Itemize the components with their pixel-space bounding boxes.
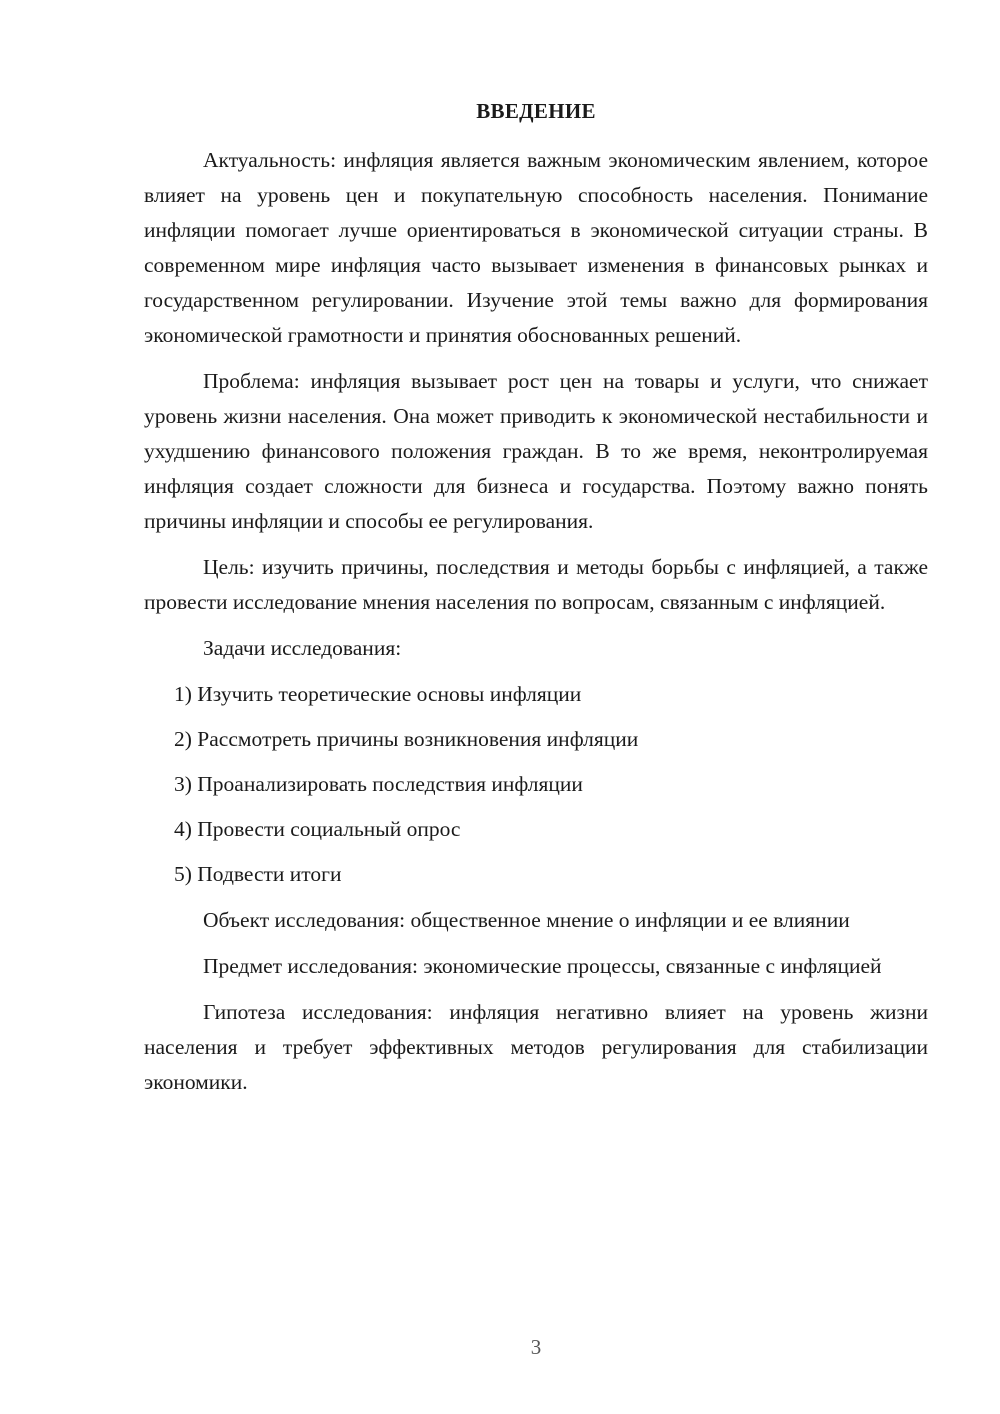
list-item: 2) Рассмотреть причины возникновения инфляции: [174, 727, 639, 751]
goal-paragraph: Цель: изучить причины, последствия и методы борьбы с инфляцией, а также провести исследование мнения населения по вопросам, связанным с инфляцией.: [144, 555, 928, 614]
hypothesis-paragraph: Гипотеза исследования: инфляция негативно влияет на уровень жизни населения и требует эффективных методов регулирования для стабилизации экономики.: [144, 1000, 928, 1094]
page-number: 3: [530, 1335, 542, 1359]
tasks-title: Задачи исследования:: [203, 636, 402, 660]
list-item: 1) Изучить теоретические основы инфляции: [174, 682, 582, 706]
list-item: 5) Подвести итоги: [174, 862, 342, 886]
subject-paragraph: Предмет исследования: экономические процессы, связанные с инфляцией: [203, 954, 882, 978]
object-paragraph: Объект исследования: общественное мнение о инфляции и ее влиянии: [203, 908, 850, 932]
tasks-list: [144, 677, 928, 892]
document-body: [144, 143, 928, 1111]
list-item: 4) Провести социальный опрос: [174, 817, 461, 841]
section-heading: ВВЕДЕНИЕ: [476, 99, 596, 123]
list-item: 3) Проанализировать последствия инфляции: [174, 772, 583, 796]
problem-paragraph: Проблема: инфляция вызывает рост цен на товары и услуги, что снижает уровень жизни населения. Она может приводить к экономической нестабильности и ухудшению финансового положения граждан. В то же время, неконтролируемая инфляция создает сложности для бизнеса и государства. Поэтому важно понять причины инфляции и способы ее регулирования.: [144, 369, 928, 533]
relevance-paragraph: Актуальность: инфляция является важным экономическим явлением, которое влияет на уровень цен и покупательную способность населения. Понимание инфляции помогает лучше ориентироваться в экономической ситуации страны. В современном мире инфляция часто вызывает изменения в финансовых рынках и государственном регулировании. Изучение этой темы важно для формирования экономической грамотности и принятия обоснованных решений.: [144, 148, 928, 347]
